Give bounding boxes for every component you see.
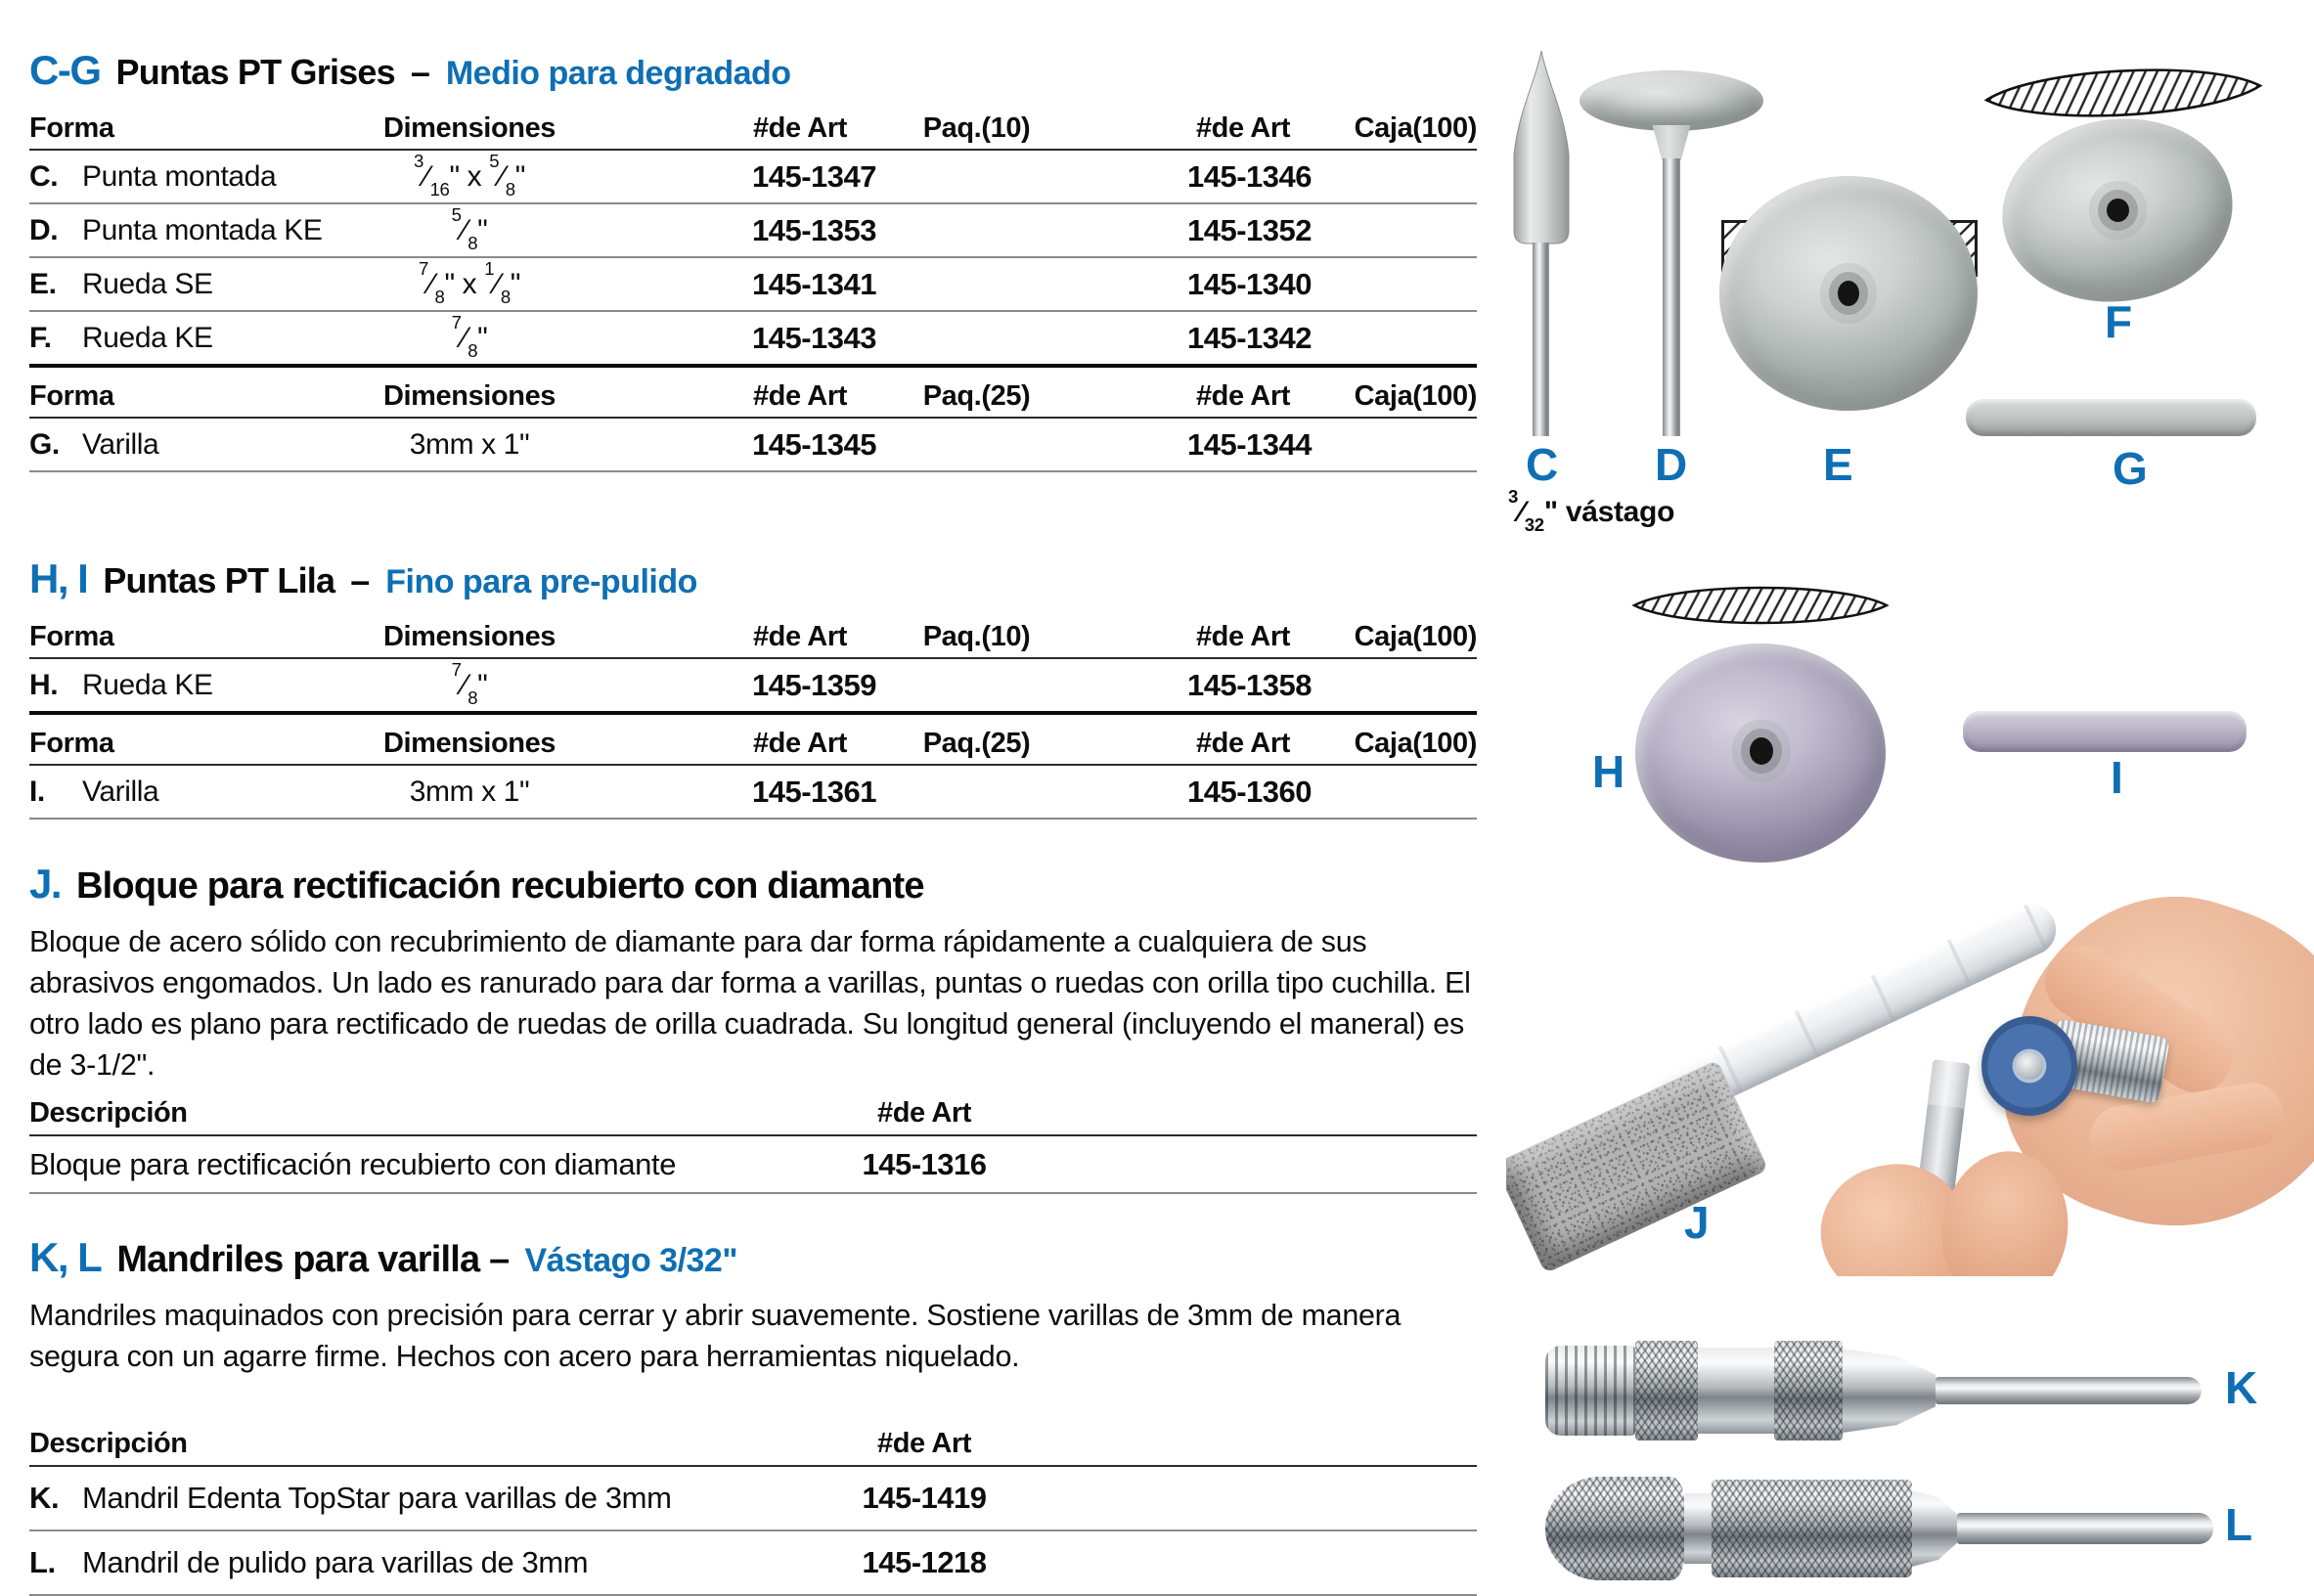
product-image-d-disc bbox=[1580, 70, 1763, 131]
row-art-number-pack: 145-1359 bbox=[751, 667, 876, 702]
section-id: C-G bbox=[29, 47, 101, 93]
description-table bbox=[29, 1422, 1477, 1596]
row-description-text: Mandril de pulido para varillas de 3mm bbox=[82, 1545, 589, 1579]
row-description-text: Bloque para rectificación recubierto con diamante bbox=[29, 1146, 677, 1181]
column-header-forma: Forma bbox=[29, 727, 114, 759]
row-art-number-pack: 145-1347 bbox=[751, 158, 876, 194]
column-header-dims: Dimensiones bbox=[382, 727, 556, 759]
row-shape-cell bbox=[29, 160, 352, 194]
row-art-number-box: 145-1340 bbox=[1186, 266, 1312, 301]
column-header-caja: Caja(100) bbox=[1354, 727, 1477, 759]
neck-segment bbox=[1684, 1493, 1712, 1564]
heading-dash: – bbox=[350, 560, 371, 600]
row-description bbox=[29, 1147, 802, 1182]
body-segment bbox=[1698, 1348, 1774, 1434]
row-art-number: 145-1316 bbox=[862, 1146, 987, 1181]
row-shape-name: Punta montada KE bbox=[82, 213, 323, 246]
figure-label-j: J bbox=[1684, 1197, 1709, 1248]
product-image-d-shank bbox=[1663, 158, 1680, 436]
row-art-number-box: 145-1352 bbox=[1186, 212, 1312, 247]
row-shape-cell bbox=[29, 268, 352, 301]
row-letter: L. bbox=[29, 1545, 56, 1579]
row-dimensions: $^5⁄_8$" bbox=[451, 203, 488, 253]
row-art-number: 145-1419 bbox=[862, 1481, 987, 1515]
column-header-art2: #de Art bbox=[1195, 111, 1290, 144]
wheel-hub bbox=[2016, 1052, 2043, 1080]
column-header-forma: Forma bbox=[29, 111, 114, 144]
column-header-descripcion: Descripción bbox=[29, 1096, 188, 1129]
section-title: Puntas PT Grises bbox=[115, 52, 395, 92]
knurled-nose-cone bbox=[1545, 1477, 1684, 1580]
row-art-number: 145-1218 bbox=[862, 1545, 987, 1579]
column-header-art2: #de Art bbox=[1195, 727, 1290, 759]
row-art-number-pack: 145-1353 bbox=[751, 212, 876, 247]
knurled-ring bbox=[1774, 1341, 1843, 1441]
row-description-text: Mandril Edenta TopStar para varillas de 3mm bbox=[82, 1481, 672, 1515]
row-shape-cell bbox=[29, 428, 352, 462]
product-image-g-rod bbox=[1966, 399, 2256, 436]
product-table bbox=[29, 376, 1477, 472]
row-dimensions: $^7⁄_8$" bbox=[451, 658, 488, 708]
table-row bbox=[29, 1531, 1477, 1596]
section-subtitle: Vástago 3/32" bbox=[524, 1242, 737, 1279]
figure-label-g: G bbox=[2113, 443, 2147, 494]
column-header-art1: #de Art bbox=[752, 379, 847, 412]
column-header-forma: Forma bbox=[29, 379, 114, 412]
row-shape-cell bbox=[29, 214, 352, 247]
figure-label-e: E bbox=[1823, 439, 1852, 490]
section-puntas-grises bbox=[29, 47, 1477, 472]
column-header-caja: Caja(100) bbox=[1354, 379, 1477, 412]
product-image-c-shank bbox=[1533, 243, 1549, 436]
section-id: K, L bbox=[29, 1234, 102, 1280]
column-header-art1: #de Art bbox=[752, 620, 847, 652]
table-header-row bbox=[29, 376, 1477, 419]
section-heading bbox=[29, 555, 1477, 602]
column-header-art: #de Art bbox=[876, 1096, 972, 1129]
section-paragraph: Bloque de acero sólido con recubrimiento de diamante para dar forma rápidamente a cualquiera de sus abrasivos engomados. Un lado es ranurado para dar forma a varillas, puntas o ruedas con orilla tipo cuchilla. El otro lado es plano para rectificado de ruedas de orilla cuadrada. Su longitud general (incluyendo el maneral) es de 3-1/2". bbox=[29, 925, 1471, 1082]
figure-label-i: I bbox=[2111, 752, 2122, 803]
table-row bbox=[29, 1467, 1477, 1531]
shank-rod bbox=[1957, 1513, 2213, 1544]
figure-label-l: L bbox=[2225, 1499, 2252, 1550]
column-header-art2: #de Art bbox=[1195, 620, 1290, 652]
row-shape-cell bbox=[29, 322, 352, 355]
row-shape-name: Rueda SE bbox=[82, 267, 213, 300]
row-dimensions: $^7⁄_8$" x $^1⁄_8$" bbox=[418, 257, 521, 307]
row-letter: I. bbox=[29, 775, 45, 808]
section-mandriles bbox=[29, 1234, 1477, 1596]
row-letter: F. bbox=[29, 321, 52, 354]
row-letter: G. bbox=[29, 427, 60, 461]
table-row bbox=[29, 204, 1477, 258]
column-header-art2: #de Art bbox=[1195, 379, 1290, 412]
table-row bbox=[29, 659, 1477, 715]
row-art-number-pack: 145-1345 bbox=[751, 426, 876, 462]
section-subtitle: Medio para degradado bbox=[445, 55, 791, 92]
knurled-ring bbox=[1635, 1341, 1698, 1441]
column-header-dims: Dimensiones bbox=[382, 111, 556, 144]
row-art-number-box: 145-1358 bbox=[1186, 667, 1312, 702]
product-table bbox=[29, 108, 1477, 368]
row-letter: H. bbox=[29, 668, 59, 701]
product-table bbox=[29, 723, 1477, 820]
figure-label-k: K bbox=[2225, 1362, 2257, 1413]
row-shape-cell bbox=[29, 669, 352, 702]
collet-nose bbox=[1545, 1346, 1635, 1436]
section-id: J. bbox=[29, 861, 62, 907]
product-image-h-hole bbox=[1750, 737, 1773, 765]
table-row bbox=[29, 766, 1477, 820]
column-header-art1: #de Art bbox=[752, 727, 847, 759]
row-art-number-box: 145-1342 bbox=[1186, 320, 1312, 355]
column-header-caja: Caja(100) bbox=[1354, 111, 1477, 144]
figure-label-c: C bbox=[1526, 439, 1558, 490]
figure-label-d: D bbox=[1655, 439, 1687, 490]
diamond-grit-block bbox=[1506, 1060, 1768, 1274]
product-image-c-point bbox=[1505, 49, 1578, 246]
row-dimensions: 3mm x 1" bbox=[409, 427, 530, 461]
row-letter: D. bbox=[29, 213, 59, 246]
column-header-descripcion: Descripción bbox=[29, 1427, 188, 1459]
product-table bbox=[29, 616, 1477, 715]
row-dimensions: $^3⁄_{16}$" x $^5⁄_8$" bbox=[414, 150, 525, 200]
figure-label-h: H bbox=[1592, 746, 1624, 797]
row-shape-name: Rueda KE bbox=[82, 668, 213, 701]
row-description bbox=[29, 1545, 802, 1580]
column-header-paq: Paq.(25) bbox=[922, 379, 1031, 412]
row-art-number-pack: 145-1343 bbox=[751, 320, 876, 355]
figure-label-f: F bbox=[2105, 296, 2132, 347]
column-header-dims: Dimensiones bbox=[382, 620, 556, 652]
section-subtitle: Fino para pre-pulido bbox=[385, 563, 697, 600]
table-row bbox=[29, 1136, 1477, 1194]
figure-kl-products bbox=[1540, 1310, 2314, 1591]
column-header-paq: Paq.(10) bbox=[922, 111, 1031, 144]
section-id: H, I bbox=[29, 555, 88, 601]
row-shape-name: Varilla bbox=[82, 427, 159, 461]
shank-rod bbox=[1936, 1377, 2202, 1404]
table-row bbox=[29, 151, 1477, 204]
column-header-art1: #de Art bbox=[752, 111, 847, 144]
section-heading bbox=[29, 47, 1477, 94]
row-shape-name: Punta montada bbox=[82, 159, 277, 193]
row-letter: C. bbox=[29, 159, 59, 193]
row-description bbox=[29, 1481, 802, 1516]
row-art-number-box: 145-1360 bbox=[1186, 774, 1312, 809]
table-header-row bbox=[29, 108, 1477, 151]
row-shape-name: Rueda KE bbox=[82, 321, 213, 354]
section-heading bbox=[29, 861, 1477, 908]
shank-size-note: $^3⁄_{32}$" vástago bbox=[1508, 486, 1675, 536]
table-header-row bbox=[29, 723, 1477, 766]
row-shape-name: Varilla bbox=[82, 775, 159, 808]
product-image-l-mandrel bbox=[1545, 1475, 2213, 1582]
table-header-row bbox=[29, 616, 1477, 659]
column-header-dims: Dimensiones bbox=[382, 379, 556, 412]
column-header-paq: Paq.(25) bbox=[922, 727, 1031, 759]
section-paragraph: Mandriles maquinados con precisión para cerrar y abrir suavemente. Sostiene varillas de 3mm de manera segura con un agarre firme. Hechos con acero para herramientas niquelado. bbox=[29, 1299, 1402, 1373]
table-row bbox=[29, 258, 1477, 312]
column-header-art: #de Art bbox=[876, 1427, 972, 1459]
heading-dash: – bbox=[410, 52, 430, 92]
column-header-paq: Paq.(10) bbox=[922, 620, 1031, 652]
table-row bbox=[29, 312, 1477, 368]
column-header-caja: Caja(100) bbox=[1354, 620, 1477, 652]
section-bloque-diamante bbox=[29, 861, 1477, 1194]
row-art-number-pack: 145-1361 bbox=[751, 774, 876, 809]
table-row bbox=[29, 419, 1477, 472]
section-puntas-lila bbox=[29, 555, 1477, 820]
row-art-number-box: 145-1346 bbox=[1186, 158, 1312, 194]
description-table bbox=[29, 1091, 1477, 1194]
product-image-i-rod bbox=[1963, 711, 2247, 752]
section-title: Puntas PT Lila bbox=[103, 560, 335, 600]
table-header-row bbox=[29, 1091, 1477, 1136]
row-shape-cell bbox=[29, 776, 352, 809]
column-header-forma: Forma bbox=[29, 620, 114, 652]
taper-segment bbox=[1843, 1349, 1936, 1433]
figure-j-photo bbox=[1506, 873, 2314, 1276]
row-art-number-box: 145-1344 bbox=[1186, 426, 1312, 462]
section-heading bbox=[29, 1234, 1477, 1281]
product-image-h-profile bbox=[1629, 575, 1891, 636]
product-image-f-hole bbox=[2107, 199, 2129, 222]
product-image-k-mandrel bbox=[1545, 1338, 2202, 1443]
row-letter: E. bbox=[29, 267, 57, 300]
section-title: Mandriles para varilla – bbox=[116, 1239, 510, 1280]
section-title: Bloque para rectificación recubierto con diamante bbox=[76, 865, 924, 907]
row-dimensions: $^7⁄_8$" bbox=[451, 311, 488, 361]
row-letter: K. bbox=[29, 1481, 60, 1515]
row-art-number-pack: 145-1341 bbox=[751, 266, 876, 301]
knurled-body bbox=[1712, 1480, 1912, 1577]
row-dimensions: 3mm x 1" bbox=[409, 775, 530, 808]
product-image-e-hole bbox=[1838, 281, 1859, 306]
taper-segment bbox=[1912, 1490, 1957, 1567]
table-header-row bbox=[29, 1422, 1477, 1467]
